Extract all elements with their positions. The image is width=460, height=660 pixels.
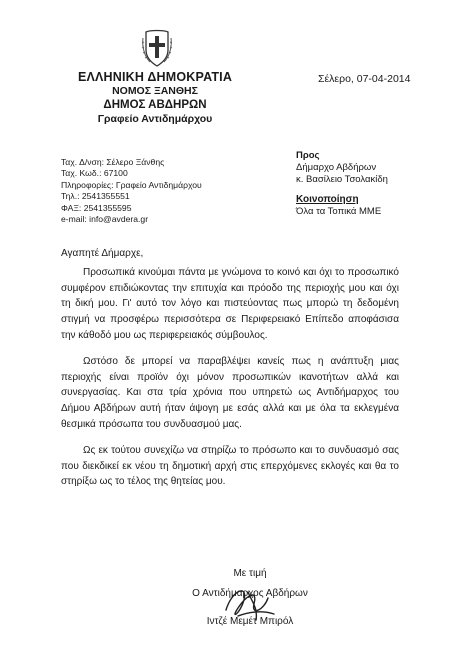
recipient-block xyxy=(296,150,388,218)
signature-block xyxy=(160,564,340,632)
country-heading: ΕΛΛΗΝΙΚΗ ΔΗΜΟΚΡΑΤΙΑ xyxy=(77,70,233,84)
contact-info: Πληροφορίες: Γραφείο Αντιδημάρχου xyxy=(61,179,202,190)
greek-cross-shield-icon xyxy=(140,28,174,68)
contact-address: Ταχ. Δ/νση: Σέλερο Ξάνθης xyxy=(61,157,165,167)
contact-fax: ΦΑΞ: 2541355595 xyxy=(61,202,132,213)
to-label: Προς xyxy=(296,150,320,161)
body-paragraph: Ωστόσο δε μπορεί να παραβλέψει κανείς πως η ανάπτυξη μιας περιοχής είναι προϊόν όχι μόνον προσωπικών ικανοτήτων αλλά και συνεργασίας. Και στα τρία χρόνια που υπηρετώ ως Αντιδήμαρχος του Δήμου Αβδήρων αυτή ήταν άψογη με εσάς αλλά και με όλα τα εκλεγμένα θεσμικά πρόσωπα του συνδυασμού μας. xyxy=(61,355,399,430)
cc-label: Κοινοποίηση xyxy=(296,193,359,205)
to-line: κ. Βασίλειο Τσολακίδη xyxy=(296,174,388,186)
signatory-name: Ιντζέ Μεμέτ Μπιρόλ xyxy=(206,616,294,627)
closing: Με τιμή xyxy=(233,568,267,579)
contact-phone: Τηλ.: 2541355551 xyxy=(61,191,130,202)
greeting: Αγαπητέ Δήμαρχε, xyxy=(61,248,144,259)
letterhead xyxy=(60,70,250,126)
body-paragraph: Προσωπικά κινούμαι πάντα με γνώμονα το κοινό και όχι το προσωπικό συμφέρον επιδιώκοντας την επιτυχία και πρόοδο της περιοχής μου και όχι τη δική μου. Γι' αυτό τον λόγο και πιστεύοντας πως μπορώ τη δεδομένη στιγμή να προσφέρω περισσότερα σε Περιφερειακό Επίπεδο αποφάσισα την κάθοδό μου ως περιφερειακός σύμβουλος. xyxy=(61,266,399,341)
contact-email: e-mail: info@avdera.gr xyxy=(61,214,149,225)
prefecture-heading: ΝΟΜΟΣ ΞΑΝΘΗΣ xyxy=(112,85,198,97)
signatory-title: Ο Αντιδήμαρχος Αβδήρων xyxy=(192,588,308,599)
contact-postcode: Ταχ. Κωδ.: 67100 xyxy=(61,168,128,179)
cc-line: Όλα τα Τοπικά ΜΜΕ xyxy=(296,205,382,217)
contact-block xyxy=(61,157,202,225)
letter-body xyxy=(61,246,399,500)
office-heading: Γραφείο Αντιδημάρχου xyxy=(97,113,213,125)
municipality-heading: ΔΗΜΟΣ ΑΒΔΗΡΩΝ xyxy=(103,99,207,111)
to-line: Δήμαρχο Αβδήρων xyxy=(296,162,377,174)
letter-date: Σέλερο, 07-04-2014 xyxy=(318,73,411,85)
body-paragraph: Ως εκ τούτου συνεχίζω να στηρίζω το πρόσωπο και το συνδυασμό σας που διεκδικεί εκ νέου τη δημοτική αρχή στις επερχόμενες εκλογές και θα το στηρίξω ως το τέλος της θητείας μου. xyxy=(61,444,399,488)
